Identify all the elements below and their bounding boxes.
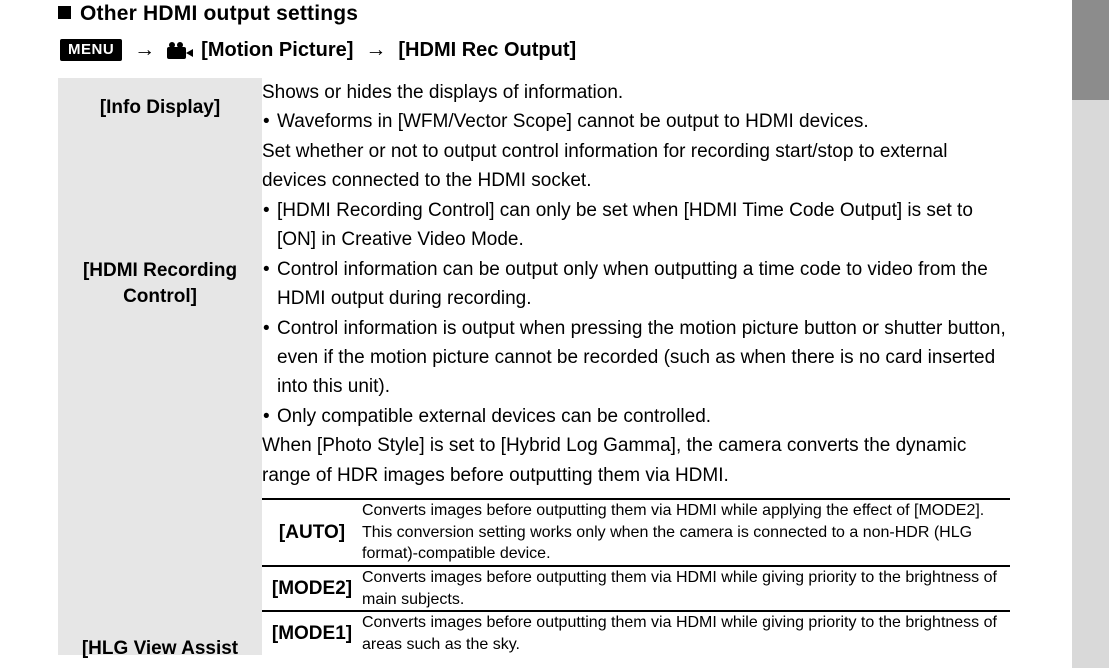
description-bullet: • Control information is output when pressing the motion picture button or shutter button, even if the motion picture cannot be recorded (such as when there is no card inserted into this unit). <box>262 314 1010 402</box>
table-row <box>262 499 1010 566</box>
scrollbar-track-lower[interactable] <box>1072 100 1109 668</box>
row-label <box>58 431 262 659</box>
option-description: Converts images before outputting them via HDMI while giving priority to the brightness of main subjects. <box>362 566 1010 611</box>
page-heading-text: Other HDMI output settings <box>80 2 359 25</box>
description-bullet: • Control information can be output only when outputting a time code to video from the HDMI output during recording. <box>262 255 1010 314</box>
table-row <box>262 566 1010 611</box>
row-label-text: [HLG View Assist <box>81 637 239 659</box>
option-label: [MODE2] <box>262 566 362 611</box>
row-description <box>262 78 1010 137</box>
description-bullet: • [HDMI Recording Control] can only be set when [HDMI Time Code Output] is set to [ON] in Creative Video Mode. <box>262 196 1010 255</box>
description-bullet: • Only compatible external devices can be controlled. <box>262 402 1010 431</box>
option-label: [MODE1] <box>262 611 362 655</box>
settings-table <box>58 78 1010 659</box>
table-row <box>262 611 1010 655</box>
scrollbar-thumb[interactable] <box>1072 0 1109 100</box>
arrow-right-icon-2: → <box>365 38 387 61</box>
arrow-right-icon: → <box>134 38 156 61</box>
bullet-square-icon <box>58 6 71 19</box>
description-bullet: • Waveforms in [WFM/Vector Scope] cannot be output to HDMI devices. <box>262 107 1010 136</box>
row-label: [HDMI Recording Control] <box>58 137 262 431</box>
sub-options-table <box>262 498 1010 655</box>
row-description <box>262 431 1010 655</box>
page-heading <box>58 2 358 26</box>
scrollbar[interactable] <box>1072 0 1110 668</box>
row-description <box>262 137 1010 431</box>
table-row <box>58 431 1010 655</box>
row-label: [Info Display] <box>58 78 262 137</box>
description-line: When [Photo Style] is set to [Hybrid Log Gamma], the camera converts the dynamic range of HDR images before outputting them via HDMI. <box>262 435 967 486</box>
motion-picture-icon <box>167 42 193 59</box>
menu-item-label: [HDMI Rec Output] <box>398 38 577 61</box>
option-description: Converts images before outputting them via HDMI while applying the effect of [MODE2]. This conversion setting works only when the camera is connected to a non-HDR (HLG format)-compatible device. <box>362 499 1010 566</box>
menu-badge: MENU <box>60 39 122 61</box>
table-row <box>58 78 1010 137</box>
table-row <box>58 137 1010 431</box>
option-description: Converts images before outputting them via HDMI while giving priority to the brightness of areas such as the sky. <box>362 611 1010 655</box>
menu-category-label: [Motion Picture] <box>201 38 354 61</box>
option-label: [AUTO] <box>262 499 362 566</box>
description-line: Set whether or not to output control information for recording start/stop to external devices connected to the HDMI socket. <box>262 140 948 192</box>
menu-path <box>60 38 576 62</box>
description-line: Shows or hides the displays of information. <box>262 82 624 103</box>
